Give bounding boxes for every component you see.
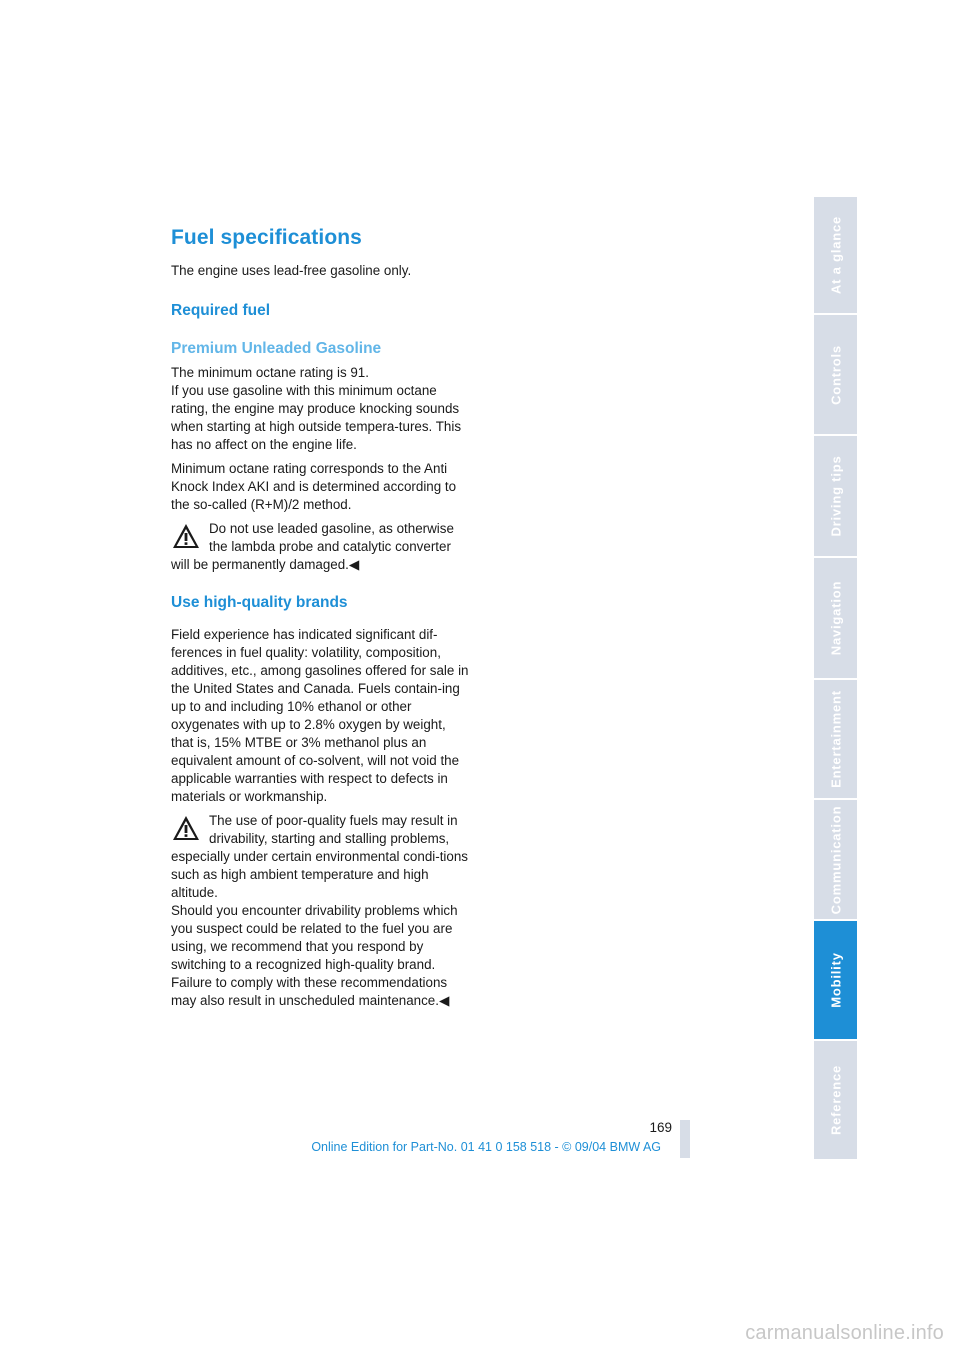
tab-label: Controls	[828, 344, 843, 405]
poor-quality-warning	[171, 812, 471, 1010]
tab-entertainment[interactable]	[814, 680, 857, 800]
drivability-text: Should you encounter drivability problems which you suspect could be related to the fuel you are using, we recommend that you respond by switching to a recognized high-quality brand.	[171, 903, 458, 972]
page-marker-bar	[680, 1120, 690, 1158]
tab-label: Reference	[828, 1064, 843, 1136]
leaded-warning-text: Do not use leaded gasoline, as otherwise the lambda probe and catalytic converter will be permanently damaged.◀	[171, 521, 454, 572]
footer-edition: Online Edition for Part-No. 01 41 0 158 518 - © 09/04 BMW AG	[311, 1140, 661, 1154]
tab-navigation[interactable]	[814, 558, 857, 680]
chapter-tabs	[814, 197, 857, 1161]
fuel-quality-text: Field experience has indicated significant dif-ferences in fuel quality: volatility, composition, additives, etc., among gasolines offered for sale in the United States and Canada. Fuels contain-ing up to and including 10% ethanol or other oxygenates with up to 2.8% oxygen by weight, that is, 15% MTBE or 3% methanol plus an equivalent amount of co-solvent, will not void the applicable warranties with respect to defects in materials or workmanship.	[171, 627, 469, 804]
tab-mobility[interactable]	[814, 921, 857, 1041]
tab-controls[interactable]	[814, 315, 857, 436]
octane-rating-text: The minimum octane rating is 91.	[171, 365, 369, 380]
intro-text: The engine uses lead-free gasoline only.	[171, 263, 412, 278]
watermark: carmanualsonline.info	[745, 1322, 944, 1344]
required-fuel-heading: Required fuel	[171, 302, 271, 319]
page-content	[171, 226, 471, 1016]
section-title: Fuel specifications	[171, 226, 362, 249]
tab-reference[interactable]	[814, 1041, 857, 1161]
tab-at-a-glance[interactable]	[814, 197, 857, 315]
tab-label: Navigation	[828, 580, 843, 656]
tab-label: Driving tips	[828, 455, 843, 537]
tab-label: Entertainment	[828, 690, 843, 788]
knocking-text: If you use gasoline with this minimum octane rating, the engine may produce knocking sounds when starting at high outside tempera-tures. This has no affect on the engine life.	[171, 383, 462, 452]
tab-label: Communication	[828, 805, 843, 914]
brands-heading: Use high-quality brands	[171, 594, 348, 611]
tab-communication[interactable]	[814, 800, 857, 921]
leaded-gasoline-warning	[171, 520, 471, 574]
tab-label: Mobility	[828, 952, 843, 1008]
tab-label: At a glance	[828, 215, 843, 295]
premium-unleaded-subheading: Premium Unleaded Gasoline	[171, 340, 382, 357]
tab-driving-tips[interactable]	[814, 436, 857, 558]
poor-quality-text: The use of poor-quality fuels may result in drivability, starting and stalling problems, especially under certain environmental condi-tions such as high ambient temperature and high altitude.	[171, 813, 468, 900]
page-number: 169	[649, 1120, 672, 1135]
aki-text: Minimum octane rating corresponds to the Anti Knock Index AKI and is determined according to the so-called (R+M)/2 method.	[171, 461, 457, 512]
warning-triangle-icon	[171, 814, 201, 842]
warning-triangle-icon	[171, 522, 201, 550]
maintenance-text: Failure to comply with these recommendations may also result in unscheduled maintenance.◀	[171, 975, 450, 1008]
